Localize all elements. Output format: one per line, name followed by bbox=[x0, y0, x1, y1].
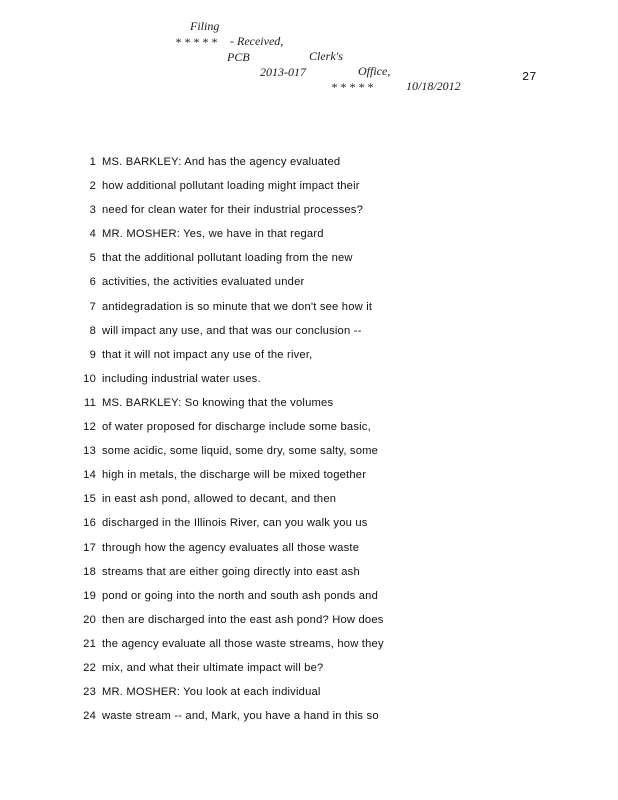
line-number: 21 bbox=[83, 637, 96, 650]
transcript-line bbox=[76, 224, 546, 248]
transcript-line bbox=[76, 610, 546, 634]
stamp-clerks: Clerk's bbox=[309, 49, 343, 63]
line-text: MR. MOSHER: You look at each individual bbox=[102, 686, 321, 699]
line-text: discharged in the Illinois River, can you walk you us bbox=[102, 517, 368, 530]
line-text: MS. BARKLEY: So knowing that the volumes bbox=[102, 396, 334, 409]
transcript-body bbox=[76, 152, 546, 730]
line-text: the agency evaluate all those waste streams, how they bbox=[102, 637, 384, 650]
line-number: 18 bbox=[83, 565, 96, 578]
stamp-office: Office, bbox=[358, 64, 391, 78]
transcript-line bbox=[76, 465, 546, 489]
line-number: 7 bbox=[89, 300, 96, 313]
line-text: that it will not impact any use of the river, bbox=[102, 348, 313, 361]
line-number: 20 bbox=[83, 613, 96, 626]
line-text: activities, the activities evaluated under bbox=[102, 276, 305, 289]
transcript-line bbox=[76, 200, 546, 224]
transcript-line bbox=[76, 489, 546, 513]
line-number: 4 bbox=[89, 228, 96, 241]
line-number: 23 bbox=[83, 686, 96, 699]
line-number: 16 bbox=[83, 517, 96, 530]
stamp-date: 10/18/2012 bbox=[406, 79, 461, 93]
line-text: then are discharged into the east ash pond? How does bbox=[102, 613, 384, 626]
line-number: 14 bbox=[83, 469, 96, 482]
transcript-line bbox=[76, 345, 546, 369]
line-number: 11 bbox=[83, 396, 96, 409]
line-number: 3 bbox=[89, 204, 96, 217]
transcript-line bbox=[76, 248, 546, 272]
line-number: 22 bbox=[83, 661, 96, 674]
line-text: waste stream -- and, Mark, you have a hand in this so bbox=[102, 710, 379, 723]
line-text: MR. MOSHER: Yes, we have in that regard bbox=[102, 228, 324, 241]
line-text: streams that are either going directly into east ash bbox=[102, 565, 360, 578]
transcript-line bbox=[76, 369, 546, 393]
line-text: of water proposed for discharge include some basic, bbox=[102, 421, 371, 434]
line-number: 13 bbox=[83, 445, 96, 458]
stamp-stars-left: * * * * * bbox=[175, 35, 217, 49]
stamp-stars-right: * * * * * bbox=[331, 80, 373, 94]
line-text: need for clean water for their industrial processes? bbox=[102, 204, 364, 217]
transcript-line bbox=[76, 297, 546, 321]
transcript-line bbox=[76, 634, 546, 658]
transcript-line bbox=[76, 706, 546, 730]
line-number: 9 bbox=[89, 348, 96, 361]
transcript-line bbox=[76, 538, 546, 562]
line-number: 10 bbox=[83, 372, 96, 385]
transcript-line bbox=[76, 586, 546, 610]
transcript-line bbox=[76, 321, 546, 345]
transcript-line bbox=[76, 562, 546, 586]
line-text: mix, and what their ultimate impact will be? bbox=[102, 661, 324, 674]
line-text: antidegradation is so minute that we don't see how it bbox=[102, 300, 373, 313]
stamp-received: - Received, bbox=[230, 34, 284, 48]
line-number: 6 bbox=[89, 276, 96, 289]
transcript-line bbox=[76, 658, 546, 682]
line-text: that the additional pollutant loading from the new bbox=[102, 252, 353, 265]
transcript-line bbox=[76, 513, 546, 537]
line-text: in east ash pond, allowed to decant, and then bbox=[102, 493, 337, 506]
line-number: 8 bbox=[89, 324, 96, 337]
stamp-case-label: PCB bbox=[227, 50, 250, 64]
line-number: 2 bbox=[89, 180, 96, 193]
transcript-line bbox=[76, 176, 546, 200]
line-text: through how the agency evaluates all those waste bbox=[102, 541, 360, 554]
stamp-filing: Filing bbox=[190, 19, 220, 33]
transcript-line bbox=[76, 682, 546, 706]
line-number: 5 bbox=[89, 252, 96, 265]
page-number: 27 bbox=[522, 70, 537, 84]
line-text: including industrial water uses. bbox=[102, 372, 261, 385]
transcript-line bbox=[76, 272, 546, 296]
stamp-case-number: 2013-017 bbox=[260, 65, 306, 79]
line-number: 19 bbox=[83, 589, 96, 602]
line-text: MS. BARKLEY: And has the agency evaluated bbox=[102, 156, 341, 168]
line-number: 24 bbox=[83, 710, 96, 723]
transcript-line bbox=[76, 417, 546, 441]
line-text: some acidic, some liquid, some dry, some salty, some bbox=[102, 445, 379, 458]
line-text: pond or going into the north and south ash ponds and bbox=[102, 589, 378, 602]
transcript-line bbox=[76, 441, 546, 465]
transcript-line bbox=[76, 152, 546, 176]
line-number: 12 bbox=[83, 421, 96, 434]
line-number: 15 bbox=[83, 493, 96, 506]
line-text: will impact any use, and that was our conclusion -- bbox=[102, 324, 362, 337]
line-text: high in metals, the discharge will be mixed together bbox=[102, 469, 367, 482]
transcript-line bbox=[76, 393, 546, 417]
line-number: 1 bbox=[89, 156, 96, 168]
line-number: 17 bbox=[83, 541, 96, 554]
line-text: how additional pollutant loading might impact their bbox=[102, 180, 360, 193]
